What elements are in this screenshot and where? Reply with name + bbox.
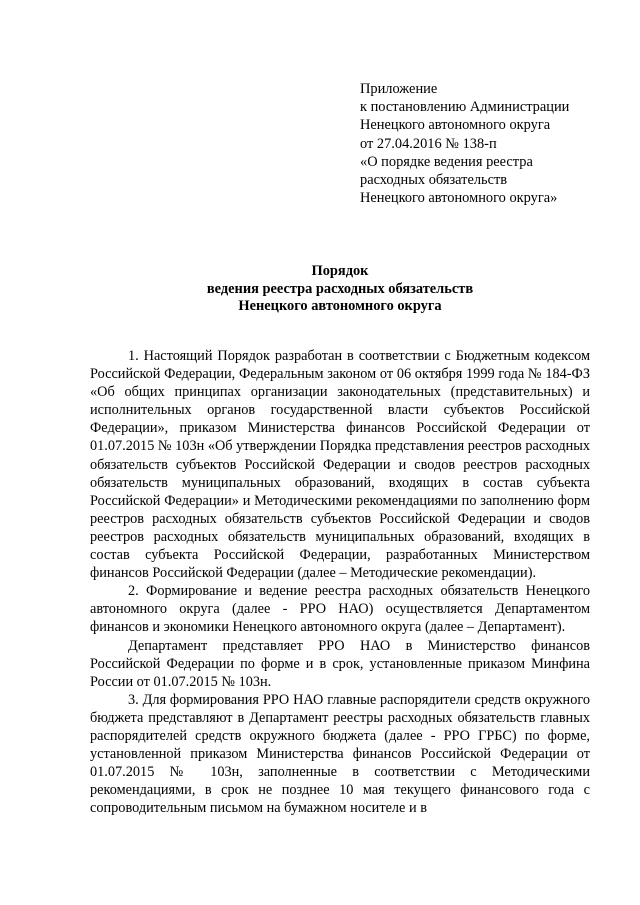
title-line: Ненецкого автономного округа: [238, 298, 442, 314]
document-title: [90, 263, 590, 316]
appendix-line: от 27.04.2016 № 138-п: [360, 135, 497, 152]
paragraph-2: 2. Формирование и ведение реестра расходных обязательств Ненецкого автономного округа (далее - РРО НАО) осуществляется Департаментом финансов и экономики Ненецкого автономного округа (далее – Департамент).: [90, 583, 590, 636]
appendix-line: Ненецкого автономного округа: [360, 117, 551, 134]
appendix-line: Приложение: [360, 81, 438, 97]
appendix-block: [360, 80, 630, 207]
appendix-line: «О порядке ведения реестра: [360, 153, 533, 170]
paragraph-3: 3. Для формирования РРО НАО главные распорядители средств окружного бюджета представляют в Департамент реестры расходных обязательств главных распорядителей средств окружного бюджета (далее - РРО ГРБС) по форме, установленной приказом Министерства финансов Российской Федерации от 01.07.2015 № 103н, заполненные в соответствии с Методическими рекомендациями, в срок не позднее 10 мая текущего финансового года с сопроводительным письмом на бумажном носителе и в: [90, 691, 590, 817]
title-line: ведения реестра расходных обязательств: [206, 280, 474, 297]
appendix-line: к постановлению Администрации: [360, 99, 570, 116]
paragraph-1: 1. Настоящий Порядок разработан в соответствии с Бюджетным кодексом Российской Федерации, Федеральным законом от 06 октября 1999 года № 184-ФЗ «Об общих принципах организации законодательных (представительных) и исполнительных органов государственной власти субъектов Российской Федерации», приказом Министерства финансов Российской Федерации от 01.07.2015 № 103н «Об утверждении Порядка представления реестров расходных обязательств субъектов Российской Федерации и сводов реестров расходных обязательств муниципальных образований, входящих в состав субъекта Российской Федерации» и Методическими рекомендациями по заполнению форм реестров расходных обязательств субъектов Российской Федерации и сводов реестров расходных обязательств муниципальных образований, входящих в состав субъекта Российской Федерации, разработанных Министерством финансов Российской Федерации (далее – Методические рекомендации).: [90, 348, 590, 582]
title-line: Порядок: [311, 263, 369, 279]
document-body: [90, 347, 590, 817]
paragraph-2-continued: Департамент представляет РРО НАО в Министерство финансов Российской Федерации по форме и в срок, установленные приказом Минфина России от 01.07.2015 № 103н.: [90, 637, 590, 690]
appendix-line: расходных обязательств: [360, 172, 508, 189]
appendix-line: Ненецкого автономного округа»: [360, 190, 558, 207]
